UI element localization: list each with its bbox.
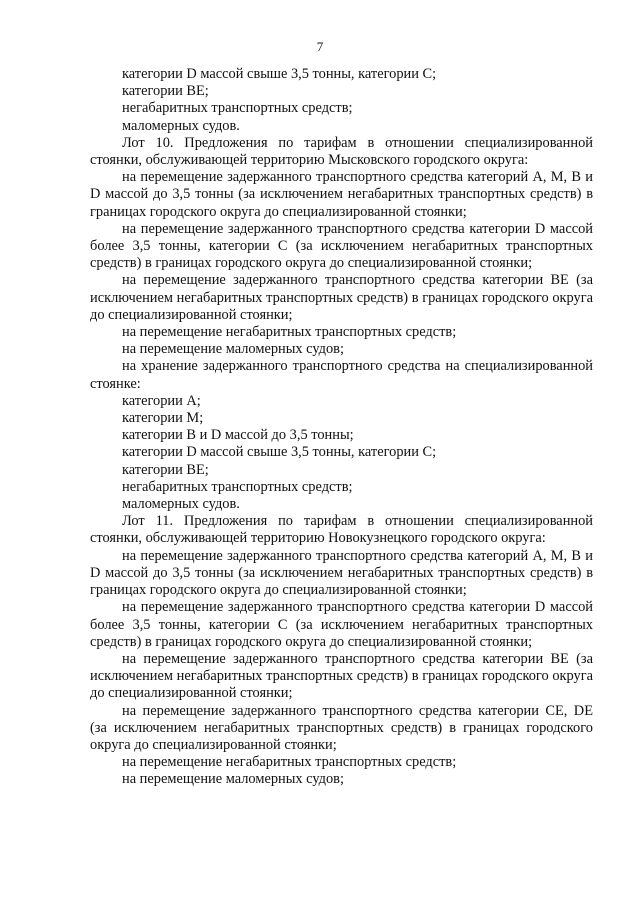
list-item: категории ВЕ; (122, 461, 209, 478)
list-item: маломерных судов. (122, 496, 240, 513)
document-body (90, 66, 593, 789)
list-item: на перемещение задержанного транспортного средства категории D массой более 3,5 тонны, категории С (за исключением негабаритных транспортных средств) в границах городского округа до специализированной стоянки; (90, 220, 593, 272)
list-item: категории М; (122, 410, 204, 427)
lot-heading: Лот 11. Предложения по тарифам в отношении специализированной стоянки, обслуживающей территорию Новокузнецкого городского округа: (90, 513, 593, 547)
list-item: на перемещение негабаритных транспортных средств; (122, 324, 457, 341)
lot-heading: Лот 10. Предложения по тарифам в отношении специализированной стоянки, обслуживающей территорию Мысковского городского округа: (90, 134, 593, 169)
list-item: негабаритных транспортных средств; (122, 100, 353, 117)
list-item: категории D массой свыше 3,5 тонны, категории С; (122, 444, 437, 461)
list-item: на перемещение задержанного транспортного средства категории D массой более 3,5 тонны, категории С (за исключением негабаритных транспортных средств) в границах городского округа до специализированной стоянки; (90, 599, 593, 650)
list-item: на перемещение негабаритных транспортных средств; (122, 754, 457, 771)
list-item: категории В и D массой до 3,5 тонны; (122, 427, 354, 444)
list-item: на перемещение маломерных судов; (122, 771, 344, 788)
list-item: маломерных судов. (122, 117, 240, 134)
list-item: на перемещение задержанного транспортного средства категорий А, М, В и D массой до 3,5 тонны (за исключением негабаритных транспортных средств) в границах городского округа до специализированной стоянки; (90, 547, 593, 599)
list-item: на перемещение задержанного транспортного средства категории ВЕ (за исключением негабаритных транспортных средств) в границах городского округа до специализированной стоянки; (90, 650, 593, 702)
list-item: категории D массой свыше 3,5 тонны, категории С; (122, 66, 437, 82)
list-item: категории А; (122, 392, 201, 409)
list-item: на хранение задержанного транспортного средства на специализированной стоянке: (90, 358, 593, 392)
page-number: 7 (316, 39, 324, 54)
list-item: категории ВЕ; (122, 83, 209, 100)
list-item: негабаритных транспортных средств; (122, 478, 353, 495)
list-item: на перемещение маломерных судов; (122, 341, 344, 358)
list-item: на перемещение задержанного транспортного средства категории ВЕ (за исключением негабаритных транспортных средств) в границах городского округа до специализированной стоянки; (90, 272, 593, 323)
list-item: на перемещение задержанного транспортного средства категории СЕ, DЕ (за исключением негабаритных транспортных средств) в границах городского округа до специализированной стоянки; (90, 702, 593, 753)
list-item: на перемещение задержанного транспортного средства категорий А, М, В и D массой до 3,5 тонны (за исключением негабаритных транспортных средств) в границах городского округа до специализированной стоянки; (90, 169, 593, 220)
